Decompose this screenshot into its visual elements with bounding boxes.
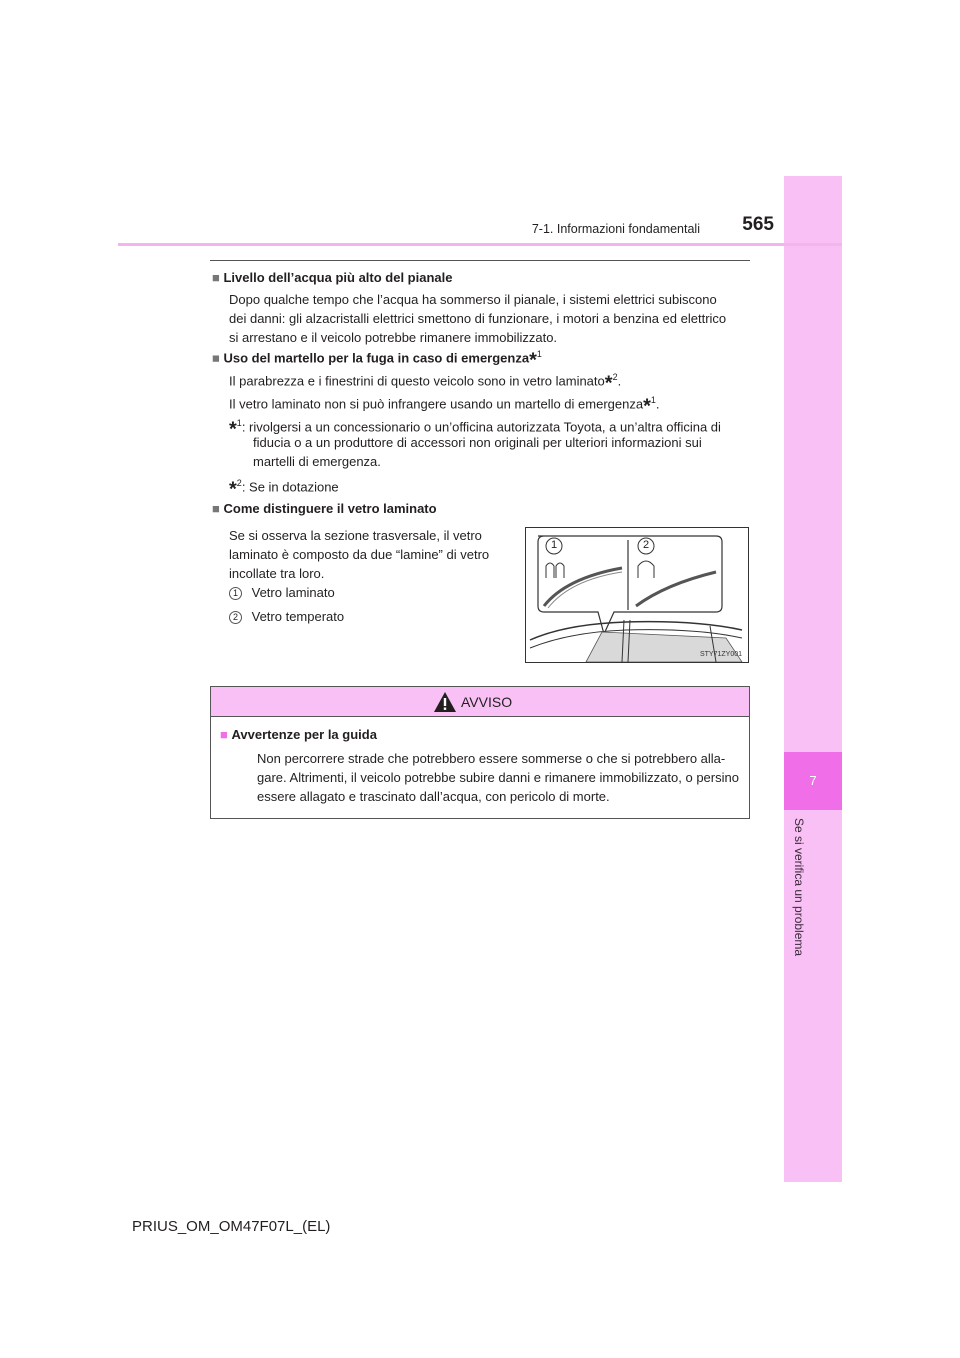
figure-code: STY71ZY001 — [699, 651, 742, 658]
figure-label-2: 2 — [643, 539, 650, 551]
asterisk-icon: * — [643, 395, 651, 418]
text-line: si arrestano e il veicolo potrebbe rimanere immobilizzato. — [229, 330, 558, 345]
water-level-heading: Livello dell’acqua più alto del pianale — [223, 270, 453, 285]
hammer-text-2: Il vetro laminato non si può infrangere usando un martello di emergenza*$^1$. — [229, 395, 660, 418]
bullet-square-icon: ■ — [212, 350, 220, 366]
footnote-mark: 1 — [236, 418, 242, 428]
warning-title: AVVISO — [461, 694, 513, 710]
laminated-heading-row — [212, 499, 437, 518]
hammer-heading: Uso del martello per la fuga in caso di emergenza — [223, 350, 530, 366]
content-top-rule — [210, 260, 750, 261]
water-level-heading-row — [212, 268, 452, 287]
text-line: essere allagato e trascinato dall’acqua, con pericolo di morte. — [257, 789, 610, 804]
legend-label: Vetro temperato — [251, 609, 345, 624]
text-line: : rivolgersi a un concessionario o un’officina autorizzata Toyota, a un’altra officina di — [241, 419, 721, 435]
bullet-square-icon: ■ — [212, 270, 220, 285]
asterisk-icon: * — [604, 372, 613, 395]
water-level-text — [229, 290, 748, 347]
warning-text — [257, 749, 741, 806]
warning-box — [210, 686, 750, 819]
text-line: laminato è composto da due “lamine” di vetro — [229, 547, 490, 562]
chapter-number: 7 — [784, 752, 842, 810]
chapter-label: Se si verifica un problema — [792, 818, 806, 957]
number-badge: 1 — [229, 587, 242, 600]
footnote-ref: 1 — [650, 395, 656, 405]
page-number: 565 — [742, 214, 774, 235]
laminated-heading: Come distinguere il vetro laminato — [223, 501, 437, 516]
hammer-heading-row — [212, 345, 542, 370]
text-line: Dopo qualche tempo che l’acqua ha sommerso il pianale, i sistemi elettrici subiscono — [229, 292, 717, 307]
glass-illustration — [526, 528, 748, 662]
figure-label-1: 1 — [551, 539, 558, 551]
footnote-ref: 2 — [612, 372, 618, 382]
footnote-ref: 1 — [536, 349, 542, 359]
text-line: Il parabrezza e i finestrini di questo veicolo sono in vetro laminato — [229, 373, 605, 389]
footnote-1-cont — [253, 433, 748, 471]
warning-triangle-icon — [433, 691, 457, 713]
asterisk-icon: * — [229, 478, 237, 501]
text-line: Se si osserva la sezione trasversale, il vetro — [229, 528, 482, 543]
chapter-side-tab — [784, 176, 842, 1182]
warning-heading: Avvertenze per la guida — [231, 727, 377, 742]
bullet-square-icon: ■ — [212, 501, 220, 516]
text-line: : Se in dotazione — [241, 479, 339, 495]
text-line: Il vetro laminato non si può infrangere usando un martello di emergenza — [229, 396, 644, 412]
header-rule — [118, 243, 842, 246]
text-line: martelli di emergenza. — [253, 454, 381, 469]
text-line: gare. Altrimenti, il veicolo potrebbe subire danni e rimanere immobilizzato, o persino — [257, 770, 739, 785]
laminated-text — [229, 526, 509, 583]
glass-cross-section-figure — [525, 527, 749, 663]
warning-heading-row — [220, 727, 377, 742]
number-badge: 2 — [229, 611, 242, 624]
hammer-text-1: Il parabrezza e i finestrini di questo veicolo sono in vetro laminato*$^2$. — [229, 372, 622, 395]
footer-code: PRIUS_OM_OM47F07L_(EL) — [132, 1218, 331, 1235]
text-line: incollate tra loro. — [229, 566, 325, 581]
section-title: 7-1. Informazioni fondamentali — [531, 222, 700, 236]
text-line: Non percorrere strade che potrebbero essere sommerse o che si potrebbero alla- — [257, 751, 726, 766]
asterisk-icon: * — [529, 349, 537, 372]
footnote-mark: 2 — [236, 478, 242, 488]
text-line: fiducia o a un produttore di accessori non originali per ulteriori informazioni sui — [253, 435, 702, 450]
warning-header — [211, 687, 749, 717]
text-line: dei danni: gli alzacristalli elettrici smettono di funzionare, i motori a benzina ed elettrico — [229, 311, 727, 326]
asterisk-icon: * — [229, 418, 237, 441]
legend-label: Vetro laminato — [251, 585, 335, 600]
bullet-square-icon: ■ — [220, 727, 228, 742]
footnote-2 — [229, 474, 748, 499]
